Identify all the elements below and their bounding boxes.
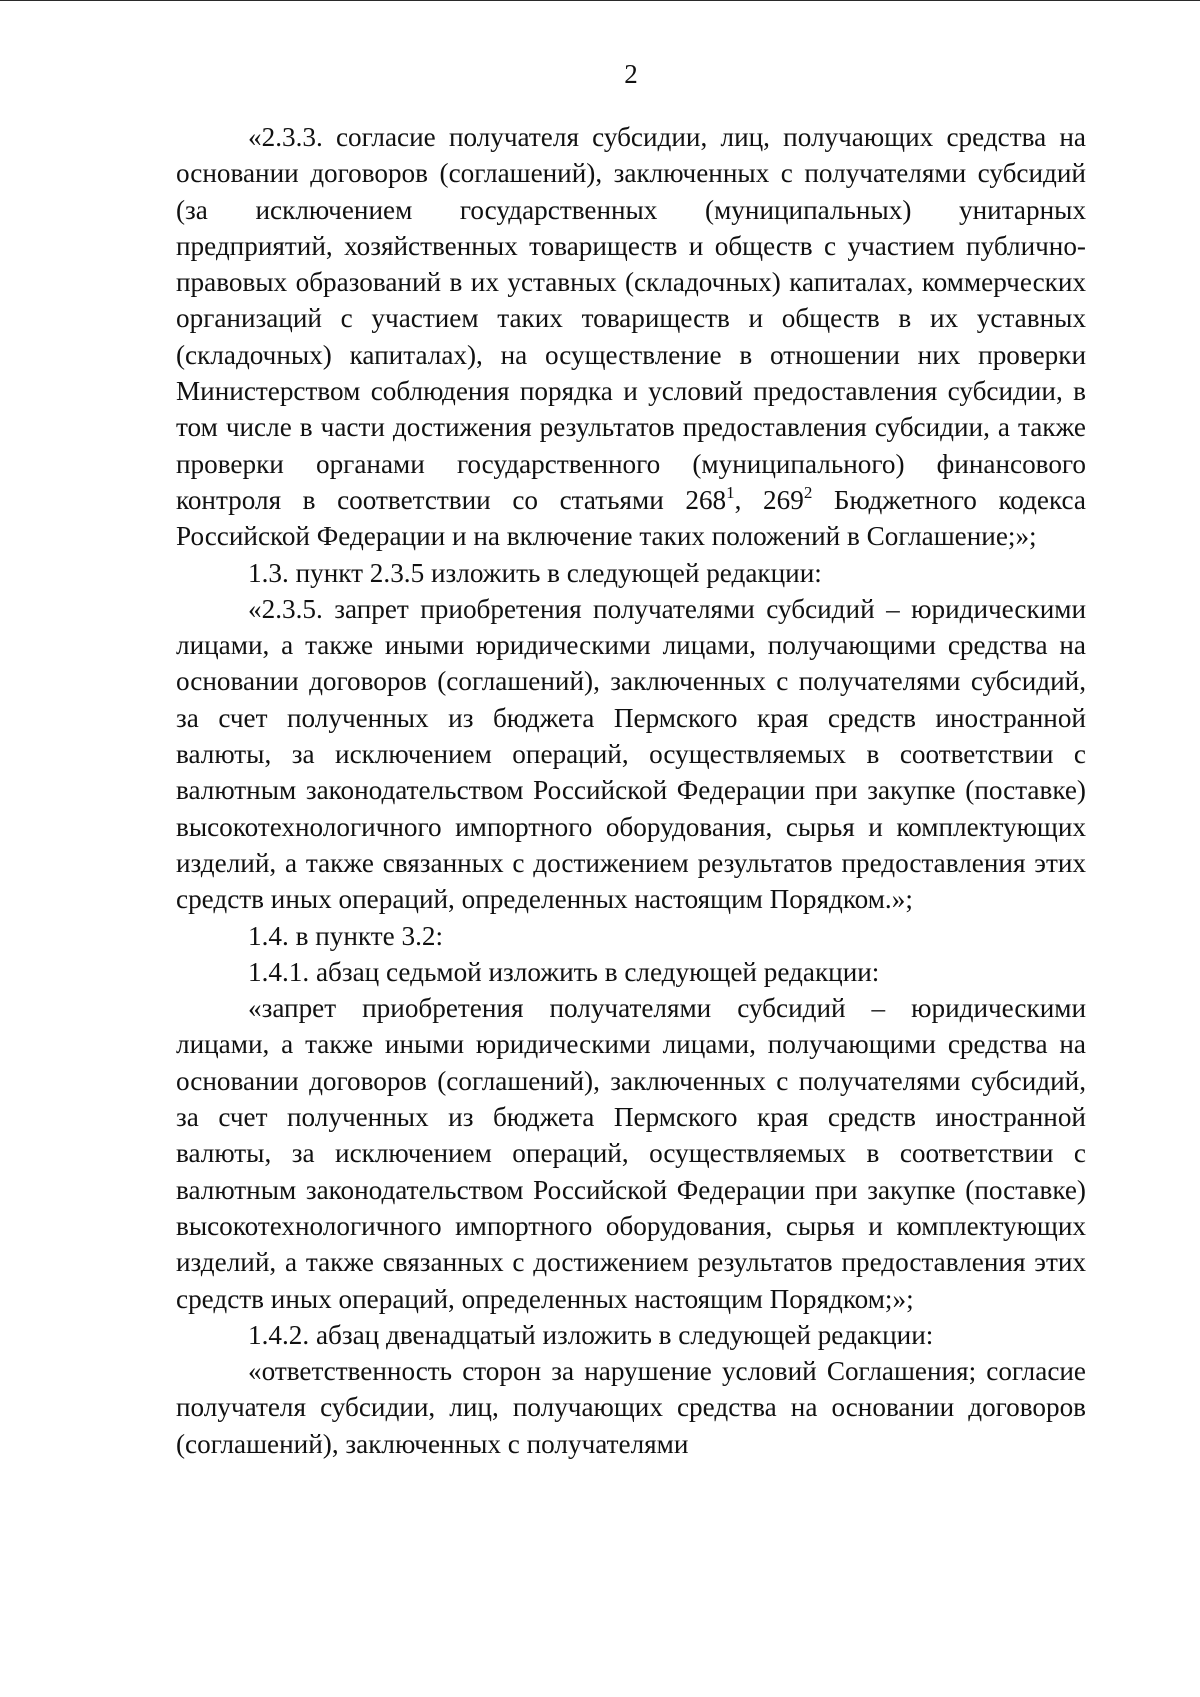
paragraph-quoted-responsibility: «ответственность сторон за нарушение условий Соглашения; согласие получателя субсидии, лиц, получающих средства на основании договоров (соглашений), заключенных с получателями xyxy=(176,1356,1086,1459)
paragraph-text: «2.3.3. согласие получателя субсидии, лиц, получающих средства на основании договоров (соглашений), заключенных с получателями субсидий (за исключением государственных (муниципальных) унитарных предприятий, хозяйственных товариществ и обществ с участием публично-правовых образований в их уставных (складочных) капиталах, коммерческих организаций с участием таких товариществ и обществ в их уставных (складочных) капиталах), на осуществление в отношении них проверки Министерством соблюдения порядка и условий предоставления субсидии, в том числе в части достижения результатов предоставления субсидии, а также проверки органами государственного (муниципального) финансового контроля в соответствии со статьями 268 xyxy=(176,122,1086,515)
paragraph-2-3-5: «2.3.5. запрет приобретения получателями субсидий – юридическими лицами, а также иными юридическими лицами, получающими средства на основании договоров (соглашений), заключенных с получателями субсидий, за счет полученных из бюджета Пермского края средств иностранной валюты, за исключением операций, осуществляемых в соответствии с валютным законодательством Российской Федерации при закупке (поставке) высокотехнологичного импортного оборудования, сырья и комплектующих изделий, а также связанных с достижением результатов предоставления этих средств иных операций, определенных настоящим Порядком.»; xyxy=(176,593,1086,915)
paragraph-1-4: 1.4. в пункте 3.2: xyxy=(248,920,444,951)
paragraph-1-3: 1.3. пункт 2.3.5 изложить в следующей редакции: xyxy=(248,557,822,588)
paragraph-text: Бюджетного кодекса Российской Федерации и на включение таких положений в Соглашение;»; xyxy=(176,484,1086,552)
paragraph-text: , 269 xyxy=(734,484,804,515)
superscript: 2 xyxy=(803,482,813,502)
document-body xyxy=(176,119,1086,1462)
paragraph-1-4-2: 1.4.2. абзац двенадцатый изложить в следующей редакции: xyxy=(248,1319,934,1350)
paragraph-quoted-prohibition: «запрет приобретения получателями субсидий – юридическими лицами, а также иными юридическими лицами, получающими средства на основании договоров (соглашений), заключенных с получателями субсидий, за счет полученных из бюджета Пермского края средств иностранной валюты, за исключением операций, осуществляемых в соответствии с валютным законодательством Российской Федерации при закупке (поставке) высокотехнологичного импортного оборудования, сырья и комплектующих изделий, а также связанных с достижением результатов предоставления этих средств иных операций, определенных настоящим Порядком;»; xyxy=(176,993,1086,1314)
paragraph-2-3-3 xyxy=(176,119,1086,555)
paragraph-1-4-1: 1.4.1. абзац седьмой изложить в следующей редакции: xyxy=(248,956,880,987)
page-number: 2 xyxy=(624,59,638,89)
superscript: 1 xyxy=(726,482,735,502)
